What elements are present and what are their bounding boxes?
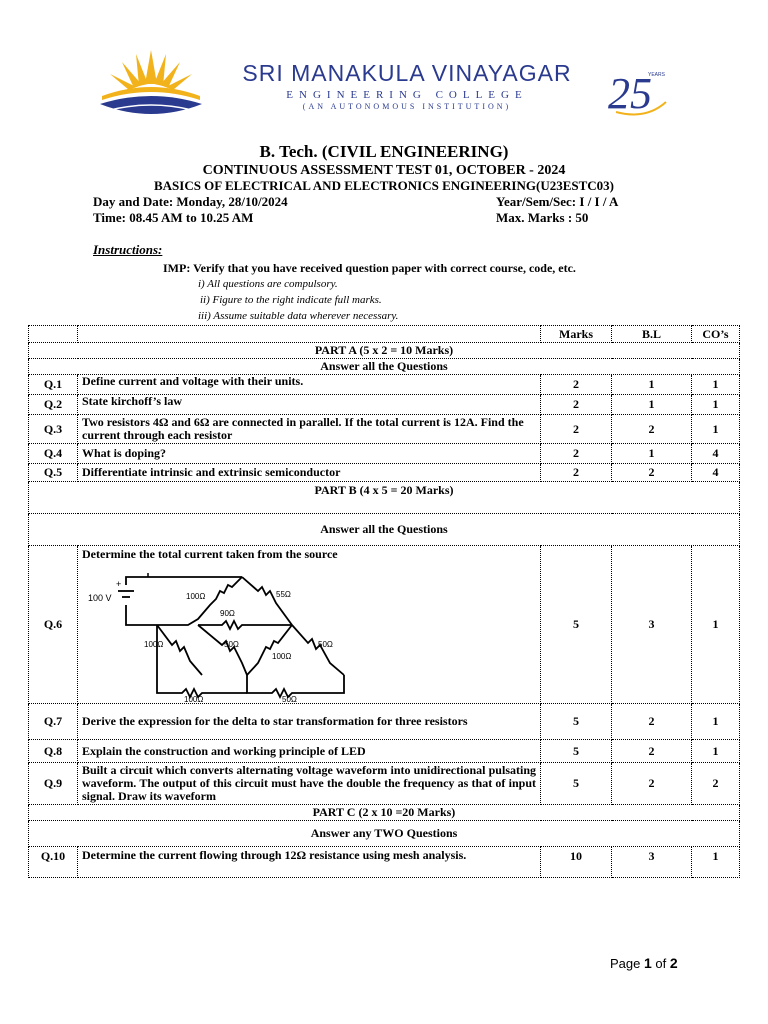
question-bl: 2 — [612, 763, 692, 805]
date-row — [93, 194, 633, 210]
table-row — [29, 704, 740, 740]
page-prefix: Page — [610, 956, 644, 971]
table-row — [29, 395, 740, 415]
max-marks: Max. Marks : 50 — [496, 210, 589, 225]
part-b-subtitle: Answer all the Questions — [29, 514, 740, 546]
badge-number: 25 — [608, 69, 652, 118]
instruction-item: iii) Assume suitable data wherever necessary. — [198, 310, 399, 322]
question-marks: 5 — [541, 546, 612, 704]
part-c-title: PART C (2 x 10 =20 Marks) — [29, 805, 740, 821]
question-bl: 2 — [612, 740, 692, 763]
question-co: 1 — [692, 375, 740, 395]
question-co: 4 — [692, 444, 740, 464]
question-text: State kirchoff’s law — [78, 395, 541, 415]
imp-note: IMP: Verify that you have received question paper with correct course, code, etc. — [163, 261, 576, 275]
question-marks: 2 — [541, 444, 612, 464]
page-total: 2 — [669, 955, 678, 971]
college-name-block — [222, 60, 592, 111]
question-text: Built a circuit which converts alternating voltage waveform into unidirectional pulsating waveform. The output of this circuit must have the double the frequency as that of input signal. Draw its waveform — [78, 763, 541, 805]
resistor-label: 100Ω — [144, 640, 164, 649]
question-number: Q.3 — [29, 415, 78, 444]
circuit-diagram — [82, 563, 352, 703]
question-text: Explain the construction and working principle of LED — [78, 740, 541, 763]
question-table — [28, 325, 740, 878]
question-marks: 5 — [541, 704, 612, 740]
question-number: Q.4 — [29, 444, 78, 464]
resistor-label: 90Ω — [220, 609, 235, 618]
question-number: Q.6 — [29, 546, 78, 704]
page-number — [610, 955, 678, 971]
page-current: 1 — [643, 955, 652, 971]
resistor-label: 100Ω — [272, 652, 292, 661]
instruction-item: i) All questions are compulsory. — [198, 278, 338, 290]
time-row — [93, 210, 633, 226]
question-marks: 2 — [541, 375, 612, 395]
question-marks: 2 — [541, 464, 612, 482]
college-logo — [98, 48, 204, 122]
question-number: Q.10 — [29, 847, 78, 878]
question-cell — [78, 546, 541, 704]
test-title: CONTINUOUS ASSESSMENT TEST 01, OCTOBER - 2024 — [202, 163, 566, 178]
question-marks: 2 — [541, 415, 612, 444]
exam-time: Time: 08.45 AM to 10.25 AM — [93, 210, 254, 225]
question-co: 2 — [692, 763, 740, 805]
question-co: 1 — [692, 546, 740, 704]
question-number: Q.1 — [29, 375, 78, 395]
table-row — [29, 375, 740, 395]
resistor-label: 50Ω — [318, 640, 333, 649]
day-date: Day and Date: Monday, 28/10/2024 — [93, 194, 288, 209]
question-co: 1 — [692, 847, 740, 878]
question-number: Q.7 — [29, 704, 78, 740]
question-number: Q.8 — [29, 740, 78, 763]
question-co: 1 — [692, 704, 740, 740]
bl-header: B.L — [612, 326, 692, 343]
question-marks: 2 — [541, 395, 612, 415]
question-co: 1 — [692, 415, 740, 444]
resistor-label: 100Ω — [184, 695, 204, 703]
table-row — [29, 740, 740, 763]
question-co: 4 — [692, 464, 740, 482]
part-a-title: PART A (5 x 2 = 10 Marks) — [29, 343, 740, 359]
question-co: 1 — [692, 395, 740, 415]
question-text: Differentiate intrinsic and extrinsic semiconductor — [78, 464, 541, 482]
year-sem-sec: Year/Sem/Sec: I / I / A — [496, 194, 619, 209]
table-row — [29, 763, 740, 805]
co-header: CO’s — [692, 326, 740, 343]
course-title: BASICS OF ELECTRICAL AND ELECTRONICS ENGINEERING(U23ESTC03) — [153, 178, 615, 193]
question-text: Determine the current flowing through 12Ω resistance using mesh analysis. — [78, 847, 541, 878]
question-number: Q.5 — [29, 464, 78, 482]
question-text: Derive the expression for the delta to star transformation for three resistors — [78, 704, 541, 740]
table-row — [29, 464, 740, 482]
question-text: Determine the total current taken from the source — [82, 547, 338, 561]
instructions-title: Instructions: — [93, 242, 163, 257]
instruction-item: ii) Figure to the right indicate full marks. — [200, 294, 382, 306]
programme-title: B. Tech. (CIVIL ENGINEERING) — [259, 142, 509, 161]
question-number: Q.2 — [29, 395, 78, 415]
question-bl: 2 — [612, 704, 692, 740]
question-bl: 1 — [612, 444, 692, 464]
question-co: 1 — [692, 740, 740, 763]
svg-text:+: + — [116, 579, 122, 589]
table-row — [29, 847, 740, 878]
badge-word: YEARS — [648, 72, 665, 78]
source-label: 100 V — [88, 593, 112, 603]
part-b-title: PART B (4 x 5 = 20 Marks) — [29, 482, 740, 514]
question-marks: 5 — [541, 763, 612, 805]
table-row — [29, 415, 740, 444]
marks-header: Marks — [541, 326, 612, 343]
question-bl: 3 — [612, 847, 692, 878]
resistor-label: 100Ω — [186, 592, 206, 601]
page-of: of — [651, 956, 670, 971]
question-number: Q.9 — [29, 763, 78, 805]
question-text: What is doping? — [78, 444, 541, 464]
college-subtitle: ENGINEERING COLLEGE — [286, 89, 528, 101]
question-bl: 3 — [612, 546, 692, 704]
question-bl: 2 — [612, 415, 692, 444]
anniversary-badge — [606, 62, 668, 118]
table-header-row — [29, 326, 740, 343]
table-row — [29, 546, 740, 704]
question-bl: 1 — [612, 375, 692, 395]
college-tagline: (AN AUTONOMOUS INSTITUTION) — [302, 102, 512, 111]
question-marks: 5 — [541, 740, 612, 763]
part-a-subtitle: Answer all the Questions — [29, 359, 740, 375]
question-text: Define current and voltage with their units. — [78, 375, 541, 395]
resistor-label: 50Ω — [224, 640, 239, 649]
resistor-label: 50Ω — [282, 695, 297, 703]
college-name: SRI MANAKULA VINAYAGAR — [242, 60, 572, 86]
question-bl: 2 — [612, 464, 692, 482]
question-marks: 10 — [541, 847, 612, 878]
table-row — [29, 444, 740, 464]
resistor-label: 55Ω — [276, 590, 291, 599]
question-bl: 1 — [612, 395, 692, 415]
part-c-subtitle: Answer any TWO Questions — [29, 821, 740, 847]
question-text: Two resistors 4Ω and 6Ω are connected in parallel. If the total current is 12A. Find the current through each resistor — [78, 415, 541, 444]
